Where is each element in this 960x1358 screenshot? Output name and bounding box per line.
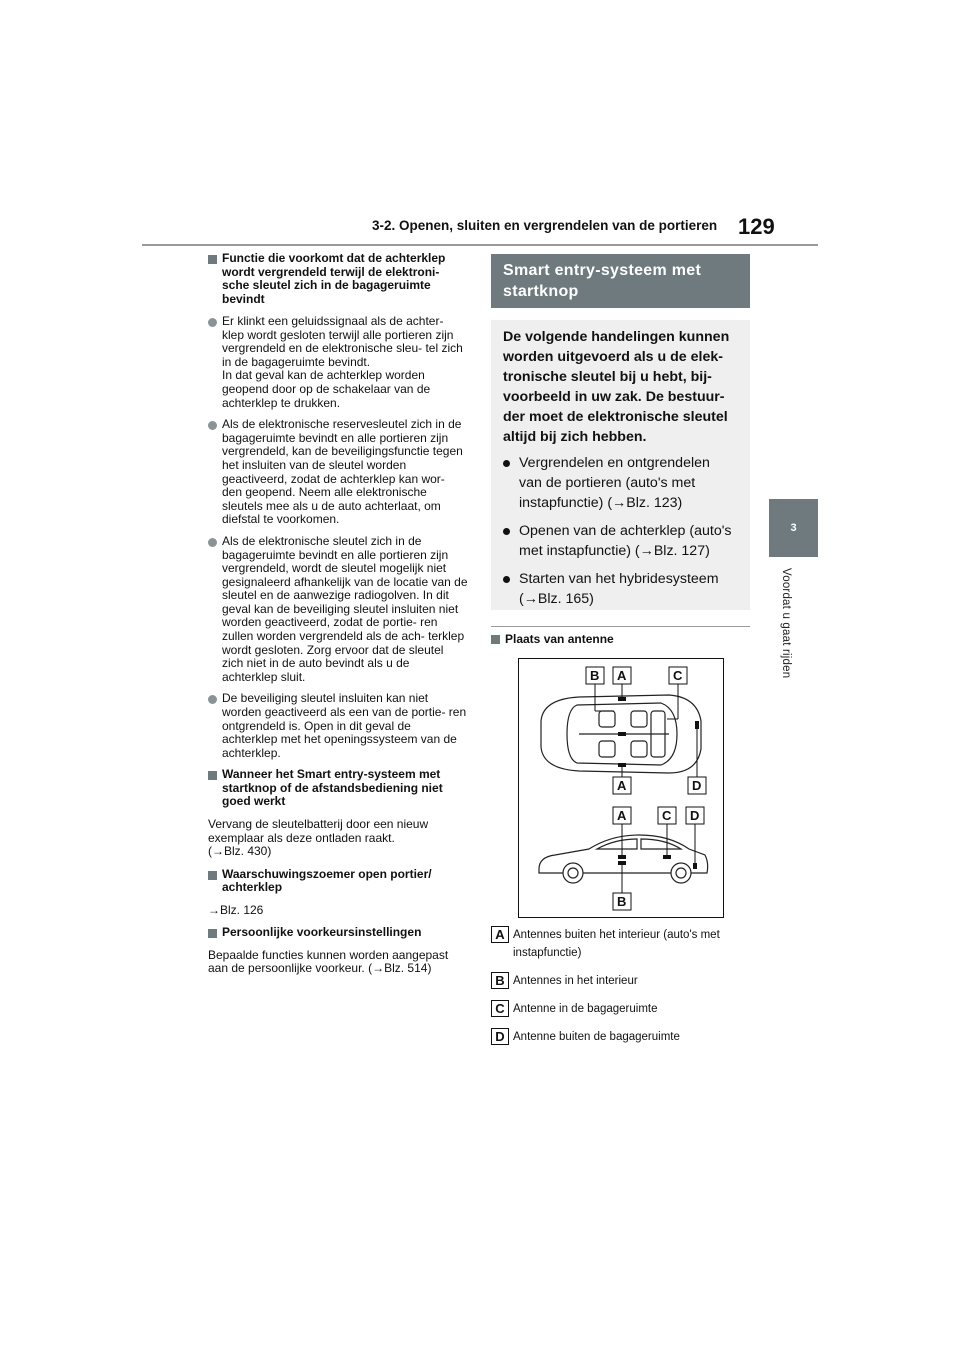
section-title-box bbox=[491, 254, 750, 308]
bullet-item: De beveiliging sleutel insluiten kan niet worden geactiveerd als een van de portie- ren ontgrendeld is. Open in dit geval de achterklep met het openingssysteem van de achterklep. bbox=[208, 692, 468, 760]
label-d-mid: D bbox=[692, 778, 702, 793]
section-header-title: 3-2. Openen, sluiten en vergrendelen van de portieren bbox=[372, 218, 718, 233]
legend-letter: C bbox=[491, 1000, 509, 1017]
square-bullet-icon bbox=[208, 255, 217, 264]
chapter-tab: 3 bbox=[769, 499, 818, 557]
chapter-label: Voordat u gaat rijden bbox=[780, 568, 792, 679]
label-a-side: A bbox=[617, 808, 627, 823]
bullet-item: Er klinkt een geluidssignaal als de achter- klep wordt gesloten terwijl alle portieren zijn vergrendeld en de elektronische sleu- tel zich in de bagageruimte bevindt. In dat geval kan de achterklep worden geopend door op de schakelaar van de achterklep te drukken. bbox=[208, 315, 468, 410]
square-bullet-icon bbox=[208, 871, 217, 880]
car-diagram-svg bbox=[519, 659, 723, 917]
square-bullet-icon bbox=[491, 635, 500, 644]
section-divider bbox=[491, 626, 750, 627]
page-number: 129 bbox=[738, 214, 775, 239]
paragraph: Bepaalde functies kunnen worden aangepast aan de persoonlijke voorkeur. (→Blz. 514) bbox=[208, 947, 449, 976]
legend-row-b: B Antennes in het interieur bbox=[491, 972, 753, 990]
info-intro: De volgende handelingen kunnen worden uitgevoerd als u de elek- tronische sleutel bij u hebt, bij- voorbeeld in uw zak. De bestuur- der moet de elektronische sleutel altijd bij zich hebben. bbox=[503, 329, 730, 445]
label-a-top: A bbox=[617, 668, 627, 683]
bullet-item: Als de elektronische sleutel zich in de bagageruimte bevindt en alle portieren zijn vergrendeld, wordt de sleutel mogelijk niet gesignaleerd afhankelijk van de locatie van de sleutel en de aanwezige radiogolven. In dit geval kan de beveiliging sleutel insluiten niet worden geactiveerd, zodat de portie- ren zullen worden vergrendeld als de ach- terklep wordt gesloten. Zorg ervoor dat de sleutel zich niet in de auto bevindt als u de achterklep sluit. bbox=[208, 535, 468, 685]
antenna-heading: Plaats van antenne bbox=[491, 632, 614, 646]
label-c-side: C bbox=[662, 808, 672, 823]
legend-letter: B bbox=[491, 972, 509, 989]
list-item: Vergrendelen en ontgrendelen van de portieren (auto's met instapfunctie) (→Blz. 123) bbox=[503, 453, 743, 513]
round-bullet-icon bbox=[208, 695, 217, 704]
label-b-top: B bbox=[590, 668, 600, 683]
round-bullet-icon bbox=[208, 318, 217, 327]
paragraph: →Blz. 126 bbox=[208, 902, 264, 917]
square-bullet-icon bbox=[208, 929, 217, 938]
heading-key-lock-prevention: Functie die voorkomt dat de achterklep wordt vergrendeld terwijl de elektroni- sche sleutel zich in de bagageruimte bevindt bbox=[208, 252, 468, 306]
info-box bbox=[491, 320, 750, 610]
label-b-bottom: B bbox=[617, 894, 627, 909]
legend-letter: A bbox=[491, 926, 509, 943]
label-a-mid: A bbox=[617, 778, 627, 793]
info-list bbox=[503, 453, 743, 617]
legend-row-c: C Antenne in de bagageruimte bbox=[491, 1000, 753, 1018]
list-item: Openen van de achterklep (auto's met instapfunctie) (→Blz. 127) bbox=[503, 521, 743, 561]
list-item: Starten van het hybridesysteem (→Blz. 165) bbox=[503, 569, 743, 609]
antenna-legend bbox=[491, 926, 753, 1056]
heading-customization: Persoonlijke voorkeursinstellingen bbox=[208, 926, 468, 940]
bullet-icon bbox=[503, 576, 510, 583]
round-bullet-icon bbox=[208, 538, 217, 547]
legend-letter: D bbox=[491, 1028, 509, 1045]
label-d-side: D bbox=[690, 808, 700, 823]
left-column bbox=[208, 252, 468, 985]
heading-malfunction: Wanneer het Smart entry-systeem met startknop of de afstandsbediening niet goed werkt bbox=[208, 768, 468, 809]
legend-row-a: A Antennes buiten het interieur (auto's met instapfunctie) bbox=[491, 926, 753, 962]
bullet-item: Als de elektronische reservesleutel zich in de bagageruimte bevindt en alle portieren zijn vergrendeld, kan de beveiligingsfunctie tegen het insluiten van de sleutel worden geactiveerd, zodat de achterklep kan wor- den geopend. Neem alle elektronische sleutels mee als u de auto achterlaat, om diefstal te voorkomen. bbox=[208, 418, 468, 527]
label-c-top: C bbox=[673, 668, 683, 683]
header-divider bbox=[142, 244, 818, 246]
heading-warning-buzzer: Waarschuwingszoemer open portier/ achterklep bbox=[208, 868, 468, 895]
bullet-icon bbox=[503, 460, 510, 467]
bullet-icon bbox=[503, 528, 510, 535]
square-bullet-icon bbox=[208, 771, 217, 780]
legend-row-d: D Antenne buiten de bagageruimte bbox=[491, 1028, 753, 1046]
paragraph: Vervang de sleutelbatterij door een nieuw exemplaar als deze ontladen raakt. (→Blz. 430) bbox=[208, 816, 429, 859]
antenna-location-diagram bbox=[518, 658, 724, 918]
round-bullet-icon bbox=[208, 421, 217, 430]
section-title: Smart entry-systeem met startknop bbox=[503, 262, 702, 300]
